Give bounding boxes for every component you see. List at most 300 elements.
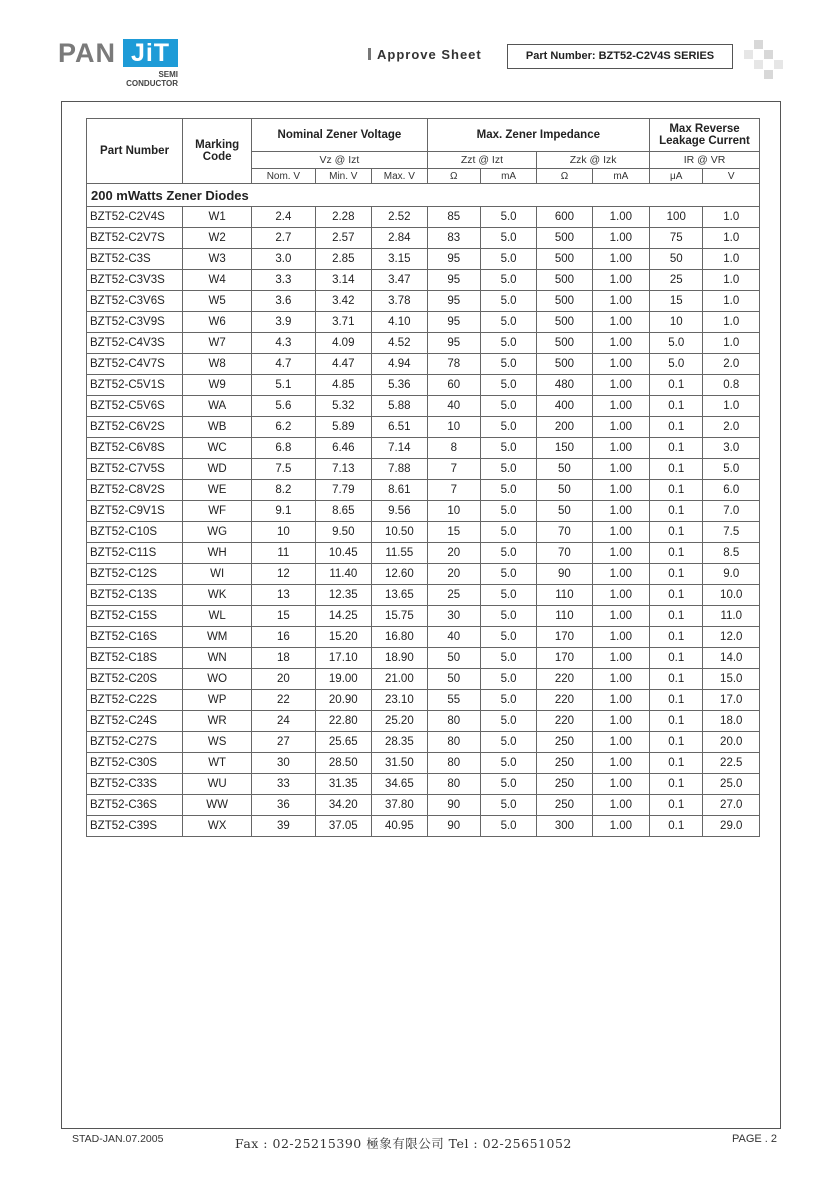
value-cell: 5.0 [480,375,536,396]
table-row [87,774,760,795]
table-row [87,396,760,417]
value-cell: 1.00 [592,669,649,690]
value-cell: 1.00 [592,501,649,522]
value-cell: 20 [427,564,480,585]
value-cell: 3.71 [315,312,372,333]
value-cell: 30 [252,753,315,774]
marking-code-cell: WH [183,543,252,564]
value-cell: 170 [537,627,592,648]
value-cell: 400 [537,396,592,417]
value-cell: 5.0 [480,816,536,837]
value-cell: 600 [537,207,592,228]
marking-code-cell: WB [183,417,252,438]
value-cell: 1.00 [592,606,649,627]
marking-code-cell: W8 [183,354,252,375]
value-cell: 15.20 [315,627,372,648]
table-row [87,480,760,501]
value-cell: 5.0 [703,459,760,480]
value-cell: 5.89 [315,417,372,438]
marking-code-cell: W7 [183,333,252,354]
value-cell: 31.35 [315,774,372,795]
value-cell: 22 [252,690,315,711]
zener-diode-table [86,118,760,837]
value-cell: 0.1 [650,396,703,417]
value-cell: 4.47 [315,354,372,375]
value-cell: 7 [427,459,480,480]
marking-code-cell: WR [183,711,252,732]
value-cell: 0.1 [650,375,703,396]
value-cell: 1.00 [592,753,649,774]
value-cell: 2.0 [703,417,760,438]
value-cell: 5.0 [650,354,703,375]
value-cell: 25.0 [703,774,760,795]
part-number-cell: BZT52-C9V1S [87,501,183,522]
value-cell: 17.0 [703,690,760,711]
logo-jit-text: JiT [123,39,178,67]
part-number-cell: BZT52-C13S [87,585,183,606]
value-cell: 3.0 [252,249,315,270]
decorative-squares [744,40,784,80]
value-cell: 83 [427,228,480,249]
table-row [87,312,760,333]
value-cell: 2.84 [372,228,428,249]
value-cell: 50 [537,459,592,480]
marking-code-cell: WK [183,585,252,606]
marking-code-cell: WX [183,816,252,837]
value-cell: 0.1 [650,438,703,459]
value-cell: 0.8 [703,375,760,396]
value-cell: 10 [650,312,703,333]
value-cell: 2.28 [315,207,372,228]
value-cell: 1.00 [592,795,649,816]
value-cell: 5.0 [480,795,536,816]
value-cell: 70 [537,543,592,564]
marking-code-cell: W6 [183,312,252,333]
value-cell: 9.1 [252,501,315,522]
value-cell: 1.00 [592,270,649,291]
value-cell: 40.95 [372,816,428,837]
value-cell: 8.65 [315,501,372,522]
value-cell: 3.14 [315,270,372,291]
value-cell: 23.10 [372,690,428,711]
logo-semi-text: SEMI [158,70,178,79]
value-cell: 15 [252,606,315,627]
value-cell: 5.0 [480,480,536,501]
value-cell: 19.00 [315,669,372,690]
value-cell: 500 [537,270,592,291]
part-number-cell: BZT52-C15S [87,606,183,627]
value-cell: 250 [537,753,592,774]
value-cell: 1.00 [592,585,649,606]
part-number-cell: BZT52-C5V1S [87,375,183,396]
marking-code-cell: WG [183,522,252,543]
value-cell: 80 [427,711,480,732]
value-cell: 170 [537,648,592,669]
value-cell: 8.2 [252,480,315,501]
value-cell: 1.00 [592,459,649,480]
value-cell: 1.00 [592,249,649,270]
value-cell: 75 [650,228,703,249]
sym-zzk-izk: Zzk @ Izk [537,152,650,169]
value-cell: 25 [650,270,703,291]
value-cell: 1.00 [592,690,649,711]
value-cell: 1.0 [703,396,760,417]
approve-sheet-text: Approve Sheet [377,47,482,62]
marking-code-cell: WU [183,774,252,795]
value-cell: 5.0 [480,543,536,564]
value-cell: 39 [252,816,315,837]
value-cell: 11 [252,543,315,564]
value-cell: 13 [252,585,315,606]
value-cell: 3.42 [315,291,372,312]
value-cell: 15 [650,291,703,312]
footer-contact: Fax : 02-25215390 極象有限公司 Tel : 02-25651052 [235,1136,572,1151]
table-row [87,627,760,648]
value-cell: 4.52 [372,333,428,354]
value-cell: 5.0 [650,333,703,354]
value-cell: 1.0 [703,249,760,270]
marking-code-cell: WA [183,396,252,417]
value-cell: 5.0 [480,606,536,627]
value-cell: 5.0 [480,669,536,690]
part-number-cell: BZT52-C7V5S [87,459,183,480]
company-logo [58,36,188,88]
part-number-cell: BZT52-C5V6S [87,396,183,417]
value-cell: 500 [537,312,592,333]
marking-code-cell: W4 [183,270,252,291]
value-cell: 0.1 [650,669,703,690]
value-cell: 16 [252,627,315,648]
value-cell: 9.50 [315,522,372,543]
value-cell: 1.00 [592,732,649,753]
value-cell: 12.0 [703,627,760,648]
value-cell: 8.5 [703,543,760,564]
value-cell: 17.10 [315,648,372,669]
value-cell: 6.8 [252,438,315,459]
value-cell: 9.0 [703,564,760,585]
marking-code-cell: WC [183,438,252,459]
table-row [87,375,760,396]
marking-code-cell: WP [183,690,252,711]
unit-cell: V [703,169,760,184]
value-cell: 1.00 [592,480,649,501]
value-cell: 8.61 [372,480,428,501]
value-cell: 28.35 [372,732,428,753]
table-row [87,753,760,774]
value-cell: 28.50 [315,753,372,774]
value-cell: 95 [427,291,480,312]
value-cell: 15.75 [372,606,428,627]
marking-code-cell: W2 [183,228,252,249]
value-cell: 31.50 [372,753,428,774]
part-number-cell: BZT52-C11S [87,543,183,564]
part-number-cell: BZT52-C2V7S [87,228,183,249]
value-cell: 0.1 [650,543,703,564]
value-cell: 5.0 [480,522,536,543]
value-cell: 11.55 [372,543,428,564]
value-cell: 30 [427,606,480,627]
value-cell: 1.00 [592,312,649,333]
value-cell: 80 [427,732,480,753]
value-cell: 10.50 [372,522,428,543]
value-cell: 250 [537,774,592,795]
unit-cell: Min. V [315,169,372,184]
part-number-cell: BZT52-C3V3S [87,270,183,291]
footer-page-number: PAGE . 2 [732,1133,778,1145]
value-cell: 20 [427,543,480,564]
value-cell: 0.1 [650,480,703,501]
table-row [87,270,760,291]
value-cell: 500 [537,354,592,375]
value-cell: 90 [427,816,480,837]
table-row [87,732,760,753]
logo-semiconductor [126,70,178,88]
value-cell: 5.0 [480,459,536,480]
value-cell: 500 [537,291,592,312]
value-cell: 10 [427,417,480,438]
col-max-reverse-leakage: Max Reverse Leakage Current [650,119,760,152]
marking-code-cell: WW [183,795,252,816]
value-cell: 50 [650,249,703,270]
value-cell: 12 [252,564,315,585]
value-cell: 5.0 [480,312,536,333]
part-number-cell: BZT52-C22S [87,690,183,711]
value-cell: 1.00 [592,396,649,417]
value-cell: 250 [537,795,592,816]
value-cell: 50 [427,648,480,669]
value-cell: 33 [252,774,315,795]
table-row [87,648,760,669]
marking-code-cell: WO [183,669,252,690]
value-cell: 95 [427,270,480,291]
value-cell: 5.0 [480,249,536,270]
logo-pan-text: PAN [58,38,117,68]
value-cell: 5.0 [480,417,536,438]
unit-cell: Ω [427,169,480,184]
value-cell: 12.60 [372,564,428,585]
value-cell: 5.0 [480,291,536,312]
value-cell: 18 [252,648,315,669]
value-cell: 8 [427,438,480,459]
part-number-cell: BZT52-C3V9S [87,312,183,333]
value-cell: 21.00 [372,669,428,690]
part-number-cell: BZT52-C3S [87,249,183,270]
value-cell: 40 [427,396,480,417]
part-number-box: Part Number: BZT52-C2V4S SERIES [507,44,733,69]
value-cell: 22.80 [315,711,372,732]
value-cell: 4.09 [315,333,372,354]
table-row [87,207,760,228]
part-number-cell: BZT52-C4V3S [87,333,183,354]
value-cell: 1.0 [703,270,760,291]
value-cell: 1.00 [592,711,649,732]
value-cell: 80 [427,774,480,795]
table-row [87,795,760,816]
value-cell: 20.90 [315,690,372,711]
value-cell: 5.0 [480,270,536,291]
value-cell: 220 [537,711,592,732]
part-number-cell: BZT52-C18S [87,648,183,669]
value-cell: 7.5 [252,459,315,480]
table-row [87,249,760,270]
sym-vz-izt: Vz @ Izt [252,152,427,169]
table-row [87,354,760,375]
value-cell: 0.1 [650,606,703,627]
value-cell: 0.1 [650,690,703,711]
part-number-cell: BZT52-C2V4S [87,207,183,228]
value-cell: 2.57 [315,228,372,249]
value-cell: 5.0 [480,396,536,417]
value-cell: 1.00 [592,648,649,669]
value-cell: 14.0 [703,648,760,669]
value-cell: 5.88 [372,396,428,417]
value-cell: 0.1 [650,648,703,669]
value-cell: 1.00 [592,417,649,438]
value-cell: 90 [427,795,480,816]
unit-cell: μA [650,169,703,184]
value-cell: 6.2 [252,417,315,438]
value-cell: 1.00 [592,627,649,648]
value-cell: 25.20 [372,711,428,732]
part-number-cell: BZT52-C8V2S [87,480,183,501]
table-row [87,669,760,690]
value-cell: 5.0 [480,627,536,648]
header-row-1 [87,119,760,152]
unit-cell: mA [480,169,536,184]
value-cell: 50 [537,480,592,501]
value-cell: 220 [537,690,592,711]
value-cell: 110 [537,585,592,606]
value-cell: 150 [537,438,592,459]
part-number-cell: BZT52-C10S [87,522,183,543]
part-number-cell: BZT52-C39S [87,816,183,837]
value-cell: 16.80 [372,627,428,648]
value-cell: 5.0 [480,333,536,354]
value-cell: 1.00 [592,291,649,312]
value-cell: 3.0 [703,438,760,459]
value-cell: 7.0 [703,501,760,522]
marking-code-cell: WI [183,564,252,585]
value-cell: 1.00 [592,207,649,228]
marking-code-cell: W1 [183,207,252,228]
value-cell: 0.1 [650,732,703,753]
value-cell: 2.85 [315,249,372,270]
value-cell: 70 [537,522,592,543]
part-number-cell: BZT52-C16S [87,627,183,648]
value-cell: 34.20 [315,795,372,816]
value-cell: 5.0 [480,228,536,249]
value-cell: 6.51 [372,417,428,438]
value-cell: 25 [427,585,480,606]
part-number-cell: BZT52-C36S [87,795,183,816]
value-cell: 0.1 [650,501,703,522]
value-cell: 2.4 [252,207,315,228]
unit-cell: mA [592,169,649,184]
value-cell: 0.1 [650,564,703,585]
table-row [87,459,760,480]
section-row [87,184,760,207]
value-cell: 1.00 [592,333,649,354]
part-number-cell: BZT52-C12S [87,564,183,585]
value-cell: 50 [427,669,480,690]
value-cell: 5.0 [480,711,536,732]
value-cell: 20.0 [703,732,760,753]
value-cell: 0.1 [650,459,703,480]
value-cell: 5.32 [315,396,372,417]
value-cell: 1.00 [592,228,649,249]
col-max-zener-impedance: Max. Zener Impedance [427,119,649,152]
value-cell: 2.52 [372,207,428,228]
value-cell: 95 [427,249,480,270]
part-number-cell: BZT52-C24S [87,711,183,732]
value-cell: 50 [537,501,592,522]
value-cell: 2.7 [252,228,315,249]
unit-cell: Max. V [372,169,428,184]
value-cell: 4.7 [252,354,315,375]
value-cell: 14.25 [315,606,372,627]
value-cell: 0.1 [650,585,703,606]
table-row [87,816,760,837]
value-cell: 0.1 [650,417,703,438]
value-cell: 220 [537,669,592,690]
value-cell: 1.00 [592,564,649,585]
value-cell: 25.65 [315,732,372,753]
value-cell: 5.0 [480,501,536,522]
value-cell: 36 [252,795,315,816]
col-part-number: Part Number [87,119,183,184]
value-cell: 5.1 [252,375,315,396]
part-number-cell: BZT52-C4V7S [87,354,183,375]
value-cell: 1.0 [703,312,760,333]
table-row [87,522,760,543]
value-cell: 10 [427,501,480,522]
value-cell: 1.00 [592,543,649,564]
part-number-cell: BZT52-C6V2S [87,417,183,438]
part-number-cell: BZT52-C30S [87,753,183,774]
value-cell: 500 [537,228,592,249]
table-row [87,333,760,354]
value-cell: 1.00 [592,375,649,396]
title-bar-mark [368,48,371,60]
marking-code-cell: W5 [183,291,252,312]
unit-cell: Ω [537,169,592,184]
value-cell: 480 [537,375,592,396]
value-cell: 15 [427,522,480,543]
value-cell: 27.0 [703,795,760,816]
value-cell: 3.3 [252,270,315,291]
value-cell: 15.0 [703,669,760,690]
value-cell: 60 [427,375,480,396]
marking-code-cell: W9 [183,375,252,396]
value-cell: 5.0 [480,354,536,375]
approve-sheet-title [368,47,482,62]
value-cell: 24 [252,711,315,732]
value-cell: 5.0 [480,564,536,585]
value-cell: 22.5 [703,753,760,774]
marking-code-cell: WF [183,501,252,522]
table-row [87,690,760,711]
value-cell: 6.0 [703,480,760,501]
value-cell: 5.6 [252,396,315,417]
value-cell: 4.10 [372,312,428,333]
value-cell: 2.0 [703,354,760,375]
value-cell: 1.0 [703,228,760,249]
col-marking-code: Marking Code [183,119,252,184]
part-number-cell: BZT52-C33S [87,774,183,795]
table-row [87,606,760,627]
value-cell: 5.0 [480,753,536,774]
value-cell: 10.45 [315,543,372,564]
